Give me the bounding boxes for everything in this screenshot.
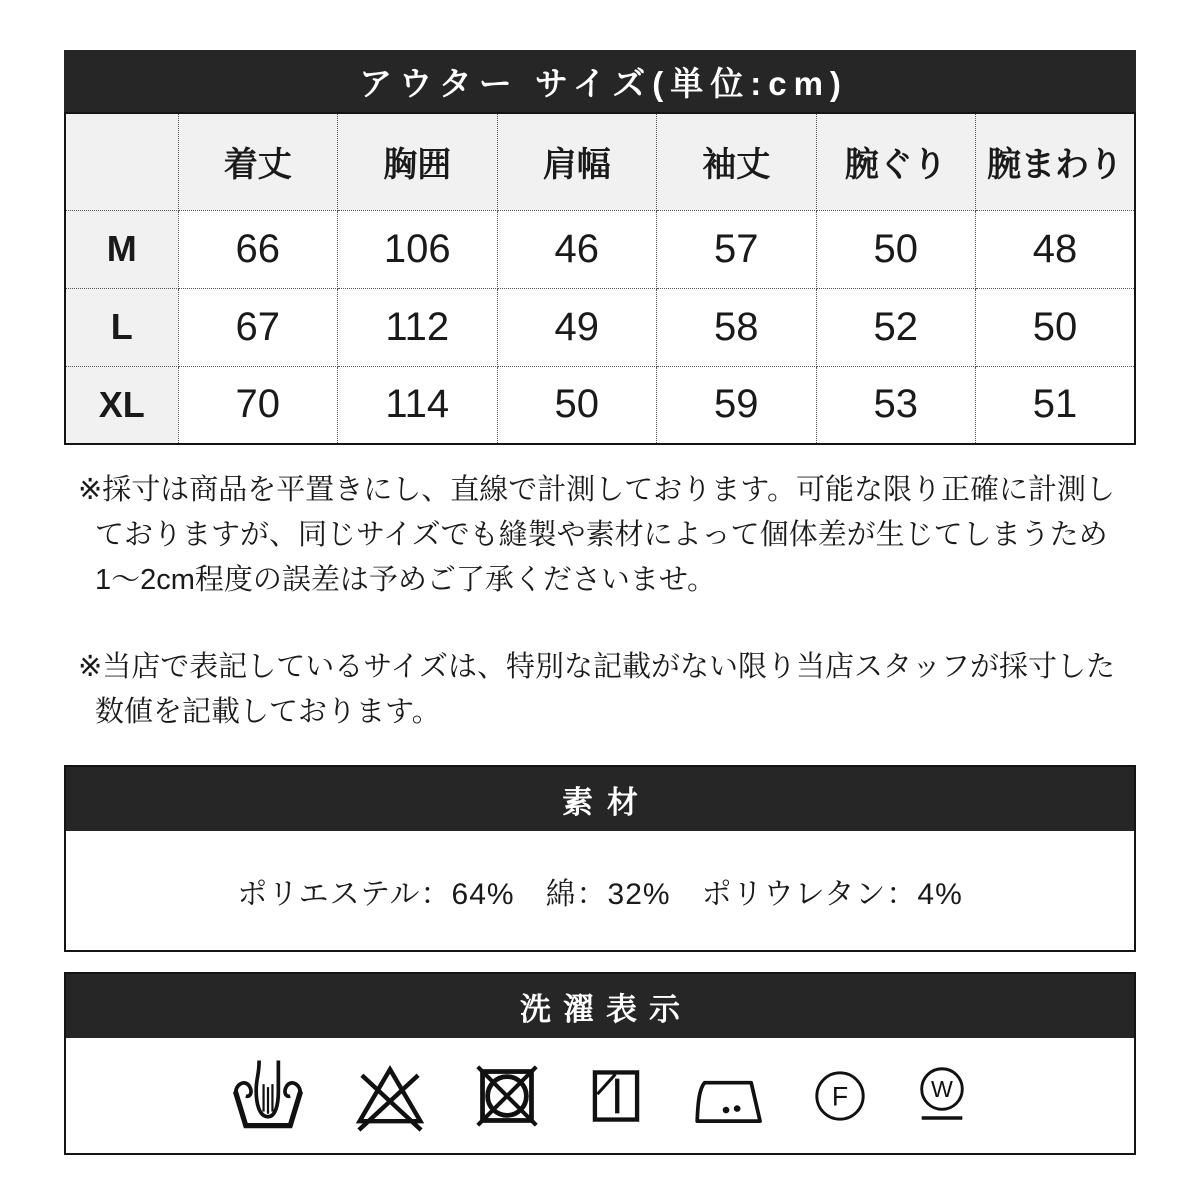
table-row-l [65, 288, 1135, 366]
line-dry-in-shade-icon [585, 1059, 647, 1133]
size-table-section [64, 50, 1136, 445]
note-line: ※採寸は商品を平置きにし、直線で計測しております。可能な限り正確に計測し [78, 474, 1115, 506]
measurement-value: 48 [976, 210, 1136, 288]
table-row-m [65, 210, 1135, 288]
care-symbols-row [66, 1038, 1134, 1153]
measurement-value: 49 [497, 288, 657, 366]
care-title: 洗濯表示 [66, 974, 1134, 1038]
iron-medium-icon [691, 1059, 767, 1133]
size-table-header-row [65, 113, 1135, 210]
material-section [64, 765, 1136, 952]
column-header: 胸囲 [338, 113, 498, 210]
note-line: 数値を記載しております。 [95, 696, 441, 728]
svg-text:W: W [931, 1075, 953, 1102]
measurement-value: 66 [178, 210, 338, 288]
measurement-value: 53 [816, 366, 976, 444]
measurement-value: 59 [657, 366, 817, 444]
measurement-value: 50 [816, 210, 976, 288]
measurement-value: 106 [338, 210, 498, 288]
column-header: 袖丈 [657, 113, 817, 210]
svg-text:F: F [831, 1080, 849, 1111]
care-section [64, 972, 1136, 1155]
measurement-value: 50 [497, 366, 657, 444]
column-header: 肩幅 [497, 113, 657, 210]
dry-clean-f-icon [811, 1059, 869, 1133]
size-table [64, 112, 1136, 445]
measurement-value: 46 [497, 210, 657, 288]
material-composition: ポリエステル：64% 綿：32% ポリウレタン：4% [237, 877, 963, 911]
column-header: 着丈 [178, 113, 338, 210]
measurement-value: 70 [178, 366, 338, 444]
wet-clean-w-icon [913, 1057, 971, 1135]
table-row-xl [65, 366, 1135, 444]
measurement-value: 114 [338, 366, 498, 444]
note-line: ておりますが、同じサイズでも縫製や素材によって個体差が生じてしまうため [95, 519, 1108, 551]
measurement-value: 58 [657, 288, 817, 366]
measurement-note-1 [78, 468, 1138, 603]
material-title: 素材 [66, 767, 1134, 831]
size-label: L [65, 288, 178, 366]
column-header: 腕まわり [976, 113, 1136, 210]
measurement-value: 52 [816, 288, 976, 366]
measurement-value: 67 [178, 288, 338, 366]
column-header: 腕ぐり [816, 113, 976, 210]
size-table-title: アウター サイズ(単位:cm) [64, 50, 1136, 112]
measurement-value: 51 [976, 366, 1136, 444]
size-label: M [65, 210, 178, 288]
note-line: ※当店で表記しているサイズは、特別な記載がない限り当店スタッフが採寸した [78, 651, 1115, 683]
measurement-value: 50 [976, 288, 1136, 366]
do-not-tumble-dry-icon [473, 1059, 541, 1133]
size-label: XL [65, 366, 178, 444]
measurement-value: 57 [657, 210, 817, 288]
note-line: 1〜2cm程度の誤差は予めご了承くださいませ。 [95, 564, 717, 596]
measurement-note-2 [78, 645, 1138, 735]
table-corner-cell [65, 113, 178, 210]
measurement-value: 112 [338, 288, 498, 366]
do-not-bleach-icon [351, 1059, 429, 1133]
hand-wash-icon [229, 1059, 307, 1133]
